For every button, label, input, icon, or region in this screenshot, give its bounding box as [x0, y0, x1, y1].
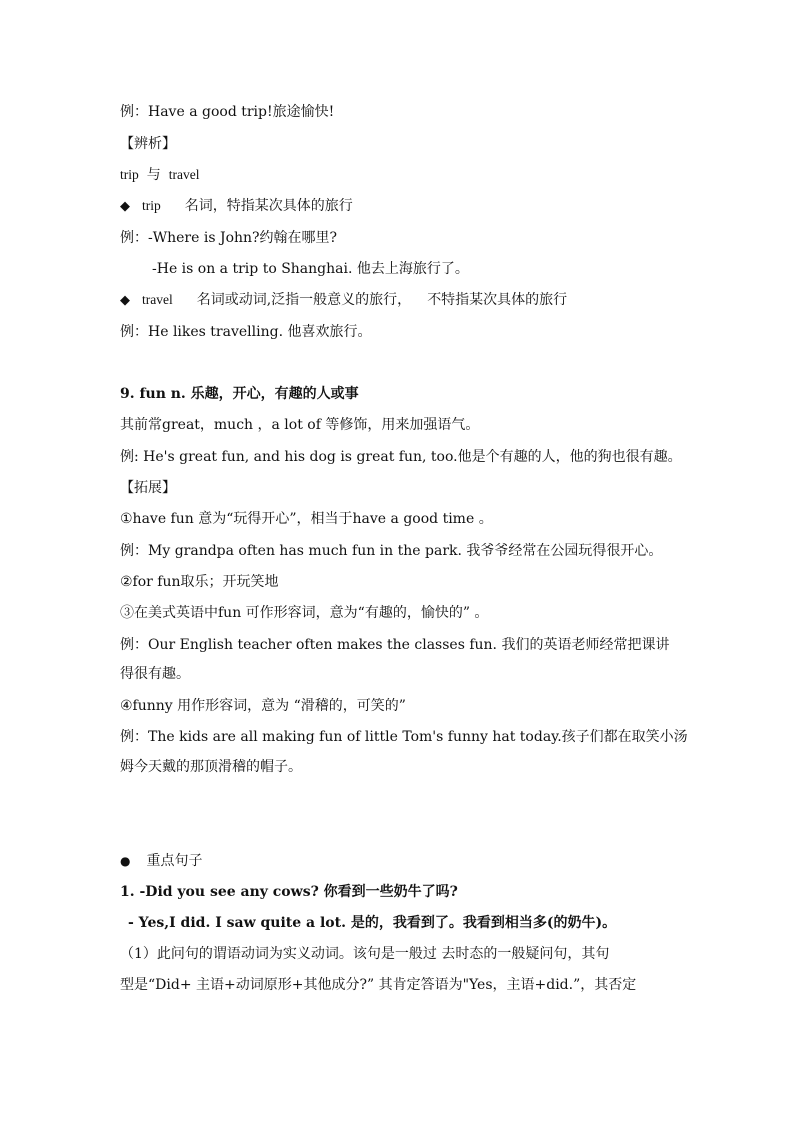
extension-item-2: ②for fun取乐；开玩笑地: [120, 574, 279, 590]
example-english-teacher-cont: 得很有趣。: [120, 666, 190, 682]
trip-definition: [120, 196, 680, 217]
extension-item-3: ③在美式英语中fun 可作形容词，意为“有趣的，愉快的” 。: [120, 605, 489, 621]
example-likes-travelling: 例：He likes travelling. 他喜欢旅行。: [120, 324, 372, 340]
example-trip-to-shanghai: -He is on a trip to Shanghai. 他去上海旅行了。: [152, 261, 469, 277]
word-and: 与: [146, 167, 161, 183]
travel-definition: [120, 290, 680, 311]
travel-meaning-contrast: 不特指某次具体的旅行: [427, 292, 568, 308]
example-kids-funny-hat: 例：The kids are all making fun of little Tom's funny hat today.孩子们都在取笑小汤: [120, 729, 688, 745]
example-where-is-john: 例：-Where is John?约翰在哪里?: [120, 230, 338, 246]
section-9-fun-heading: 9. fun n. 乐趣，开心，有趣的人或事: [120, 386, 359, 402]
trip-vs-travel-line: [120, 165, 680, 185]
example-english-teacher: 例：Our English teacher often makes the classes fun. 我们的英语老师经常把课讲: [120, 637, 670, 653]
extension-item-4: ④funny 用作形容词，意为 “滑稽的，可笑的”: [120, 698, 406, 714]
travel-term: travel: [142, 292, 173, 307]
trip-term: trip: [142, 198, 161, 213]
heading-extension: 【拓展】: [120, 480, 176, 496]
heading-analysis: 【辨析】: [120, 136, 176, 152]
sentence-1-question: 1. -Did you see any cows? 你看到一些奶牛了吗?: [120, 884, 458, 900]
explanation-line-1: （1）此问句的谓语动词为实义动词。该句是一般过 去时态的一般疑问句，其句: [120, 946, 610, 962]
word-travel: travel: [168, 167, 200, 182]
example-grandpa-park: 例：My grandpa often has much fun in the park. 我爷爷经常在公园玩得很开心。: [120, 543, 663, 559]
trip-meaning: 名词，特指某次具体的旅行: [184, 198, 353, 214]
diamond-bullet-icon: ◆: [120, 293, 130, 308]
fun-modifiers-note: 其前常great，much ，a lot of 等修饰，用来加强语气。: [120, 417, 480, 433]
key-sentences-label: 重点句子: [146, 853, 203, 869]
sentence-1-answer: - Yes,I did. I saw quite a lot. 是的，我看到了。我看到相当多(的奶牛)。: [128, 915, 617, 931]
example-great-fun: 例: He's great fun, and his dog is great fun, too.他是个有趣的人，他的狗也很有趣。: [120, 449, 682, 465]
explanation-line-2: 型是“Did+ 主语+动词原形+其他成分?” 其肯定答语为"Yes，主语+did.”，其否定: [120, 977, 637, 993]
example-have-a-good-trip: 例：Have a good trip!旅途愉快!: [120, 104, 335, 120]
extension-item-1: ①have fun 意为“玩得开心”，相当于have a good time 。: [120, 511, 493, 527]
example-kids-funny-hat-cont: 姆今天戴的那顶滑稽的帽子。: [120, 759, 302, 775]
key-sentences-heading: [120, 851, 680, 871]
dot-bullet-icon: ●: [120, 854, 131, 868]
diamond-bullet-icon: ◆: [120, 199, 130, 214]
travel-meaning: 名词或动词,泛指一般意义的旅行，: [196, 292, 412, 308]
word-trip: trip: [120, 167, 139, 182]
